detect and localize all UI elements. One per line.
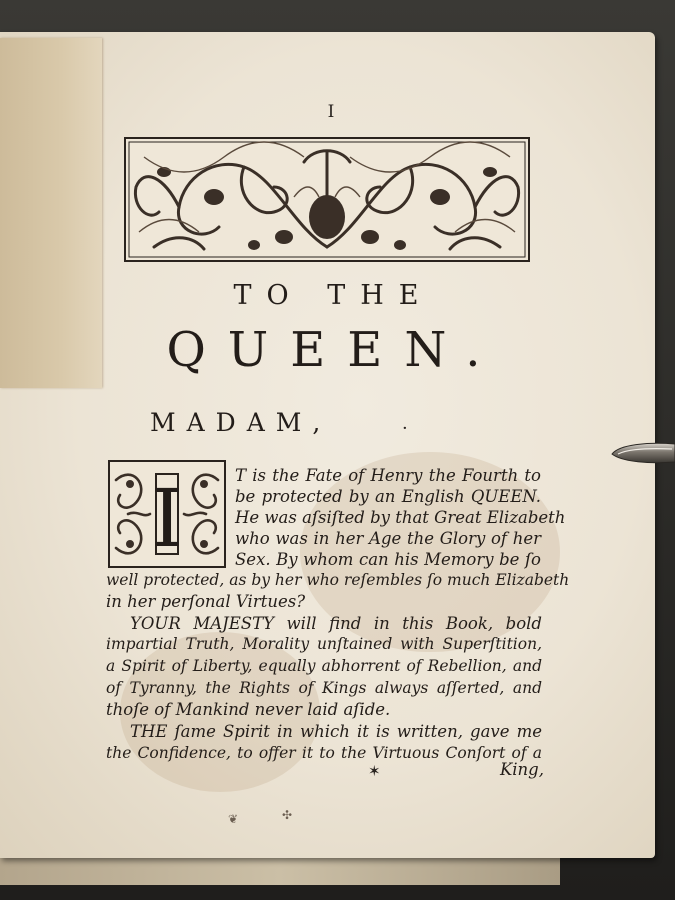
body-line: thoſe of Mankind never laid aſide. <box>106 700 391 719</box>
body-line: He was aſsiſted by that Great Elizabeth <box>235 508 566 527</box>
stray-dot: · <box>402 418 408 439</box>
heading-to-the: TO THE <box>233 280 434 311</box>
metal-page-marker-icon <box>610 440 675 466</box>
ink-smudge: ❦ <box>228 812 239 826</box>
body-line: a Spirit of Liberty, equally abhorrent of Rebellion, and <box>106 657 542 675</box>
page-number: I <box>327 102 335 122</box>
body-line: T is the Fate of Henry the Fourth to <box>235 466 541 485</box>
body-line: be protected by an English QUEEN. <box>235 487 541 506</box>
body-line: of Tyranny, the Rights of Kings always aſſerted, and <box>106 679 542 697</box>
decorated-initial-i-icon <box>108 460 226 568</box>
body-line: who was in her Age the Glory of her <box>235 529 541 548</box>
body-line: YOUR MAJESTY will find in this Book, bold <box>130 614 542 633</box>
catchword: King, <box>499 760 544 779</box>
ink-smudge: ✣ <box>282 808 293 822</box>
underlying-page-edge <box>0 855 560 885</box>
salutation: MADAM, <box>150 408 332 437</box>
initial-letter: I <box>151 472 183 565</box>
body-line: Sex. By whom can his Memory be ſo <box>235 550 541 569</box>
body-line: THE ſame Spirit in which it is written, gave me <box>130 722 542 741</box>
body-line: in her perſonal Virtues? <box>106 592 306 611</box>
heading-queen: QUEEN. <box>166 322 503 378</box>
body-line: well protected, as by her who reſembles ſo much Elizabeth <box>106 571 570 589</box>
floral-headpiece-ornament-icon <box>124 137 530 262</box>
signature-mark: ✶ <box>368 762 381 780</box>
body-line: the Confidence, to offer it to the Virtuous Conſort of a <box>106 744 542 762</box>
body-line: impartial Truth, Morality unſtained with Superſtition, <box>106 635 542 653</box>
